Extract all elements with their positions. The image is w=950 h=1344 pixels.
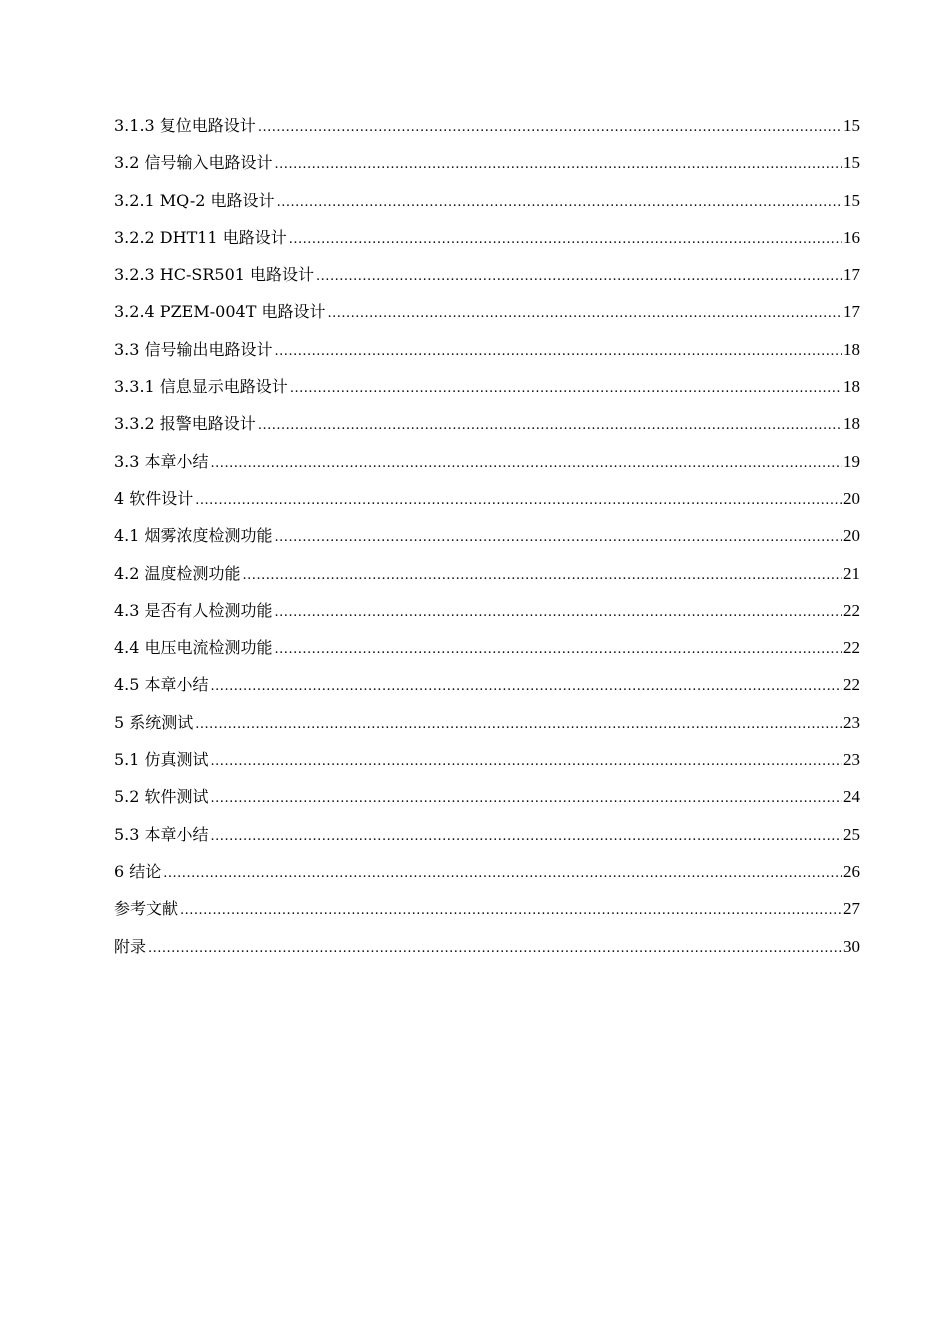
toc-entry[interactable] <box>114 226 860 263</box>
toc-page-number: 20 <box>843 488 860 508</box>
toc-entry-label: 5.2 软件测试 <box>114 787 209 807</box>
toc-entry-label: 3.2.2 DHT11 电路设计 <box>114 227 287 247</box>
toc-page-number: 27 <box>843 899 860 919</box>
toc-dot-leader <box>195 489 842 513</box>
toc-page-number: 17 <box>843 302 860 322</box>
toc-dot-leader <box>195 713 842 737</box>
toc-entry[interactable] <box>114 151 860 188</box>
toc-entry[interactable] <box>114 711 860 748</box>
toc-dot-leader <box>180 899 842 923</box>
toc-entry-label: 5 系统测试 <box>114 712 194 732</box>
toc-dot-leader <box>258 414 842 438</box>
toc-entry-label: 3.1.3 复位电路设计 <box>114 116 256 135</box>
toc-dot-leader <box>277 191 842 215</box>
toc-page-number: 23 <box>843 750 860 770</box>
toc-page-number: 22 <box>843 638 860 658</box>
toc-entry-label: 3.2.1 MQ-2 电路设计 <box>114 190 275 210</box>
toc-page-number: 19 <box>843 451 860 471</box>
toc-page-number: 22 <box>843 675 860 695</box>
toc-entry[interactable] <box>114 450 860 487</box>
toc-dot-leader <box>211 787 842 811</box>
toc-entry[interactable] <box>114 487 860 524</box>
toc-page-number: 18 <box>843 377 860 397</box>
toc-entry[interactable] <box>114 785 860 822</box>
toc-page-number: 21 <box>843 563 860 583</box>
toc-entry-label: 附录 <box>114 936 147 956</box>
toc-entry[interactable] <box>114 263 860 300</box>
toc-entry-label: 4.2 温度检测功能 <box>114 563 241 583</box>
toc-entry-label: 3.2.4 PZEM-004T 电路设计 <box>114 302 326 322</box>
toc-dot-leader <box>243 564 842 588</box>
toc-entry[interactable] <box>114 189 860 226</box>
toc-dot-leader <box>275 340 842 364</box>
toc-entry[interactable] <box>114 375 860 412</box>
toc-page-number: 17 <box>843 265 860 285</box>
toc-entry[interactable] <box>114 562 860 599</box>
toc-entry-label: 3.3 信号输出电路设计 <box>114 339 273 359</box>
toc-entry[interactable] <box>114 673 860 710</box>
toc-entry[interactable] <box>114 636 860 673</box>
toc-entry-label: 4.4 电压电流检测功能 <box>114 638 273 658</box>
toc-entry[interactable] <box>114 300 860 337</box>
toc-page-number: 18 <box>843 414 860 434</box>
toc-dot-leader <box>211 750 842 774</box>
toc-entry-label: 4 软件设计 <box>114 488 194 508</box>
toc-dot-leader <box>275 601 842 625</box>
toc-page-number: 30 <box>843 936 860 956</box>
toc-entry[interactable] <box>114 897 860 934</box>
toc-entry-label: 4.5 本章小结 <box>114 675 209 695</box>
toc-page-number: 23 <box>843 712 860 732</box>
toc-page-number: 16 <box>843 227 860 247</box>
toc-page-number: 25 <box>843 824 860 844</box>
toc-entry-label: 3.3.2 报警电路设计 <box>114 414 256 434</box>
toc-entry[interactable] <box>114 860 860 897</box>
toc-entry-label: 5.1 仿真测试 <box>114 750 209 770</box>
toc-page-number: 15 <box>843 116 860 135</box>
toc-dot-leader <box>211 452 842 476</box>
toc-dot-leader <box>275 526 842 550</box>
toc-entry-label: 6 结论 <box>114 861 162 881</box>
toc-entry[interactable] <box>114 524 860 561</box>
toc-page-number: 24 <box>843 787 860 807</box>
toc-entry-label: 参考文献 <box>114 899 179 919</box>
toc-page-number: 18 <box>843 339 860 359</box>
toc-dot-leader <box>327 302 842 326</box>
toc-dot-leader <box>289 228 842 252</box>
toc-page-number: 22 <box>843 600 860 620</box>
toc-dot-leader <box>275 153 842 177</box>
toc-entry-label: 3.2.3 HC-SR501 电路设计 <box>114 265 315 285</box>
toc-dot-leader <box>148 937 842 961</box>
toc-entry[interactable] <box>114 599 860 636</box>
toc-page-number: 26 <box>843 861 860 881</box>
toc-entry[interactable] <box>114 114 860 151</box>
toc-dot-leader <box>258 116 842 140</box>
toc-entry[interactable] <box>114 412 860 449</box>
toc-page-number: 15 <box>843 190 860 210</box>
toc-dot-leader <box>316 265 842 289</box>
table-of-contents <box>114 114 860 972</box>
toc-entry[interactable] <box>114 935 860 972</box>
toc-entry-label: 4.1 烟雾浓度检测功能 <box>114 526 273 546</box>
toc-entry-label: 3.2 信号输入电路设计 <box>114 153 273 173</box>
toc-dot-leader <box>163 862 842 886</box>
toc-entry-label: 3.3 本章小结 <box>114 451 209 471</box>
toc-entry-label: 4.3 是否有人检测功能 <box>114 600 273 620</box>
toc-dot-leader <box>275 638 842 662</box>
toc-dot-leader <box>290 377 842 401</box>
toc-entry[interactable] <box>114 748 860 785</box>
toc-dot-leader <box>211 825 842 849</box>
toc-entry[interactable] <box>114 823 860 860</box>
toc-page-number: 20 <box>843 526 860 546</box>
toc-entry-label: 5.3 本章小结 <box>114 824 209 844</box>
toc-entry[interactable] <box>114 338 860 375</box>
toc-page-number: 15 <box>843 153 860 173</box>
toc-entry-label: 3.3.1 信息显示电路设计 <box>114 377 288 397</box>
toc-dot-leader <box>211 675 842 699</box>
